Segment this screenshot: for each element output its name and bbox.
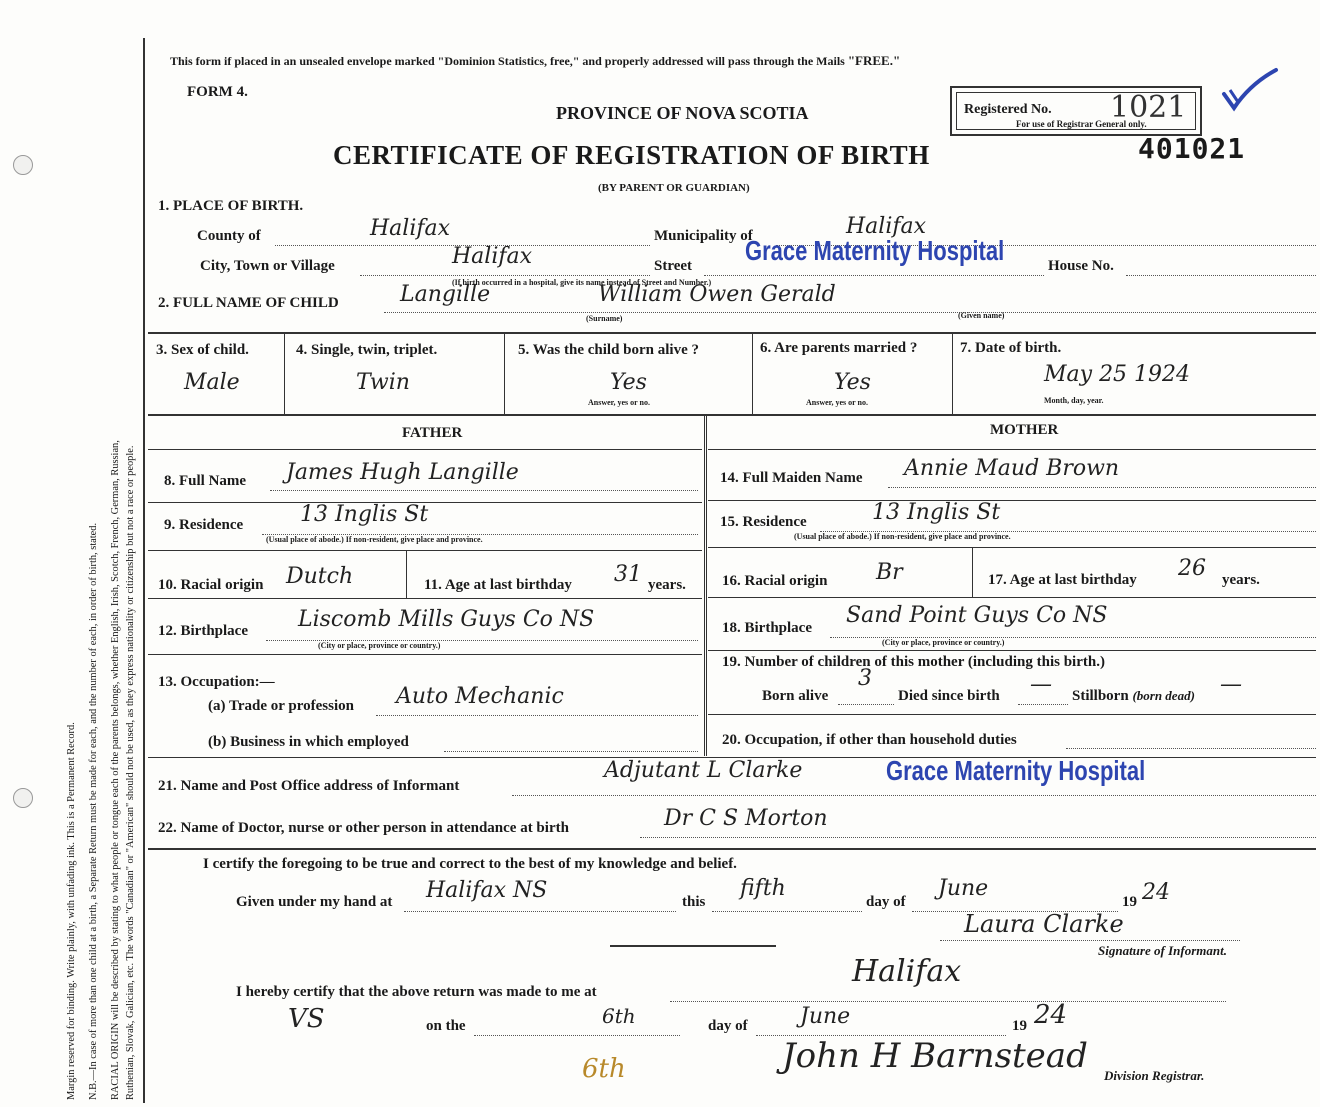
- side-note-4: Ruthenian, Slovak, Galician, etc. The words "Canadian" or "American" should not be used, as they express nationality or citizenship but not a race or people.: [125, 445, 136, 1100]
- mother-residence-note: (Usual place of abode.) If non-resident, give place and province.: [794, 532, 1011, 541]
- father-occupation-label: 13. Occupation:—: [158, 674, 275, 690]
- informant-label: 21. Name and Post Office address of Informant: [158, 778, 460, 794]
- county-value: Halifax: [370, 216, 451, 241]
- father-trade-label: (a) Trade or profession: [208, 698, 354, 714]
- place-heading: 1. PLACE OF BIRTH.: [158, 198, 304, 214]
- sex-value: Male: [184, 370, 240, 395]
- registrar-day-value: 6th: [602, 1004, 636, 1028]
- child-given-name: William Owen Gerald: [598, 282, 836, 307]
- registered-box: [950, 86, 1202, 136]
- registered-label: Registered No.: [964, 102, 1052, 117]
- binding-hole-bottom: [13, 788, 33, 808]
- died-label: Died since birth: [898, 688, 1000, 704]
- child-surname: Langille: [400, 282, 491, 307]
- plurality-value: Twin: [356, 370, 410, 395]
- father-race-label: 10. Racial origin: [158, 577, 264, 593]
- certify-day-value: fifth: [740, 876, 786, 901]
- mother-children-label: 19. Number of children of this mother (including this birth.): [722, 654, 1105, 670]
- mail-notice: [170, 53, 900, 69]
- mother-years: years.: [1222, 572, 1260, 588]
- dob-label: 7. Date of birth.: [960, 340, 1062, 356]
- mother-heading: MOTHER: [990, 422, 1059, 438]
- mother-age-value: 26: [1178, 556, 1206, 581]
- county-label: County of: [197, 228, 261, 244]
- registrar-month-value: June: [800, 1004, 851, 1029]
- side-note-3: RACIAL ORIGIN will be described by stating to what people or tongue each of the parents belongs, whether English, Irish, Scotch, French, German, Russian,: [110, 440, 121, 1100]
- city-value: Halifax: [452, 244, 533, 269]
- mother-occupation-label: 20. Occupation, if other than household duties: [722, 732, 1017, 748]
- stillborn-label: [1072, 688, 1195, 705]
- registrar-on-the: on the: [426, 1018, 466, 1034]
- page-title: CERTIFICATE OF REGISTRATION OF BIRTH: [333, 140, 930, 170]
- registrar-pencil-note: 6th: [582, 1054, 626, 1084]
- mother-birthplace-label: 18. Birthplace: [722, 620, 812, 636]
- binding-hole-top: [13, 155, 33, 175]
- certify-day-of: day of: [866, 894, 906, 910]
- municipality-value: Halifax: [846, 214, 927, 239]
- father-name-label: 8. Full Name: [164, 473, 247, 489]
- born-alive-value: 3: [858, 666, 872, 691]
- side-note-2: N.B.—In case of more than one child at a birth, a Separate Return must be made for each, and the number of each, in order of birth, stated.: [88, 522, 99, 1100]
- mother-age-label: 17. Age at last birthday: [988, 572, 1137, 588]
- margin-line: [143, 38, 145, 1103]
- father-birthplace-note: (City or place, province or country.): [318, 641, 441, 650]
- stillborn-text: Stillborn: [1072, 688, 1129, 704]
- informant-value: Adjutant L Clarke: [604, 758, 803, 783]
- mother-residence-value: 13 Inglis St: [872, 500, 1001, 525]
- certify-this: this: [682, 894, 706, 910]
- alive-label: 5. Was the child born alive ?: [518, 342, 699, 358]
- given-name-note: (Given name): [958, 311, 1005, 320]
- married-value: Yes: [834, 370, 871, 395]
- registrar-prefix-value: VS: [288, 1004, 325, 1034]
- registrar-year-value: 24: [1034, 1000, 1068, 1030]
- plurality-label: 4. Single, twin, triplet.: [296, 342, 438, 358]
- informant-stamp: Grace Maternity Hospital: [886, 754, 1146, 786]
- city-label: City, Town or Village: [200, 258, 335, 274]
- street-note: (If birth occurred in a hospital, give its name instead of Street and Number.): [452, 278, 712, 287]
- born-alive-label: Born alive: [762, 688, 829, 704]
- sex-label: 3. Sex of child.: [156, 342, 249, 358]
- registration-stamp: 401021: [1138, 132, 1246, 165]
- alive-note: Answer, yes or no.: [588, 398, 651, 407]
- registered-number: 1021: [1110, 90, 1187, 125]
- father-residence-label: 9. Residence: [164, 517, 244, 533]
- mother-name-value: Annie Maud Brown: [904, 456, 1120, 481]
- registered-note: For use of Registrar General only.: [1016, 119, 1147, 129]
- mother-birthplace-value: Sand Point Guys Co NS: [846, 603, 1108, 628]
- died-value: —: [1030, 672, 1052, 697]
- dob-value: May 25 1924: [1044, 362, 1191, 387]
- registrar-label: Division Registrar.: [1104, 1068, 1205, 1083]
- given-under-label: Given under my hand at: [236, 894, 393, 910]
- father-residence-value: 13 Inglis St: [300, 502, 429, 527]
- alive-value: Yes: [610, 370, 647, 395]
- mother-race-label: 16. Racial origin: [722, 573, 828, 589]
- mail-notice-text: This form if placed in an unsealed envelope marked "Dominion Statistics, free," and properly addressed will pass through the Mails: [170, 54, 845, 68]
- child-name-label: 2. FULL NAME OF CHILD: [158, 295, 339, 311]
- stillborn-note: (born dead): [1132, 688, 1195, 703]
- mail-free: "FREE.": [847, 53, 901, 68]
- given-place-value: Halifax NS: [426, 878, 548, 903]
- informant-signature-label: Signature of Informant.: [1098, 943, 1227, 958]
- certify-statement: I certify the foregoing to be true and correct to the best of my knowledge and belief.: [203, 856, 737, 872]
- father-birthplace-value: Liscomb Mills Guys Co NS: [298, 607, 595, 632]
- mother-residence-label: 15. Residence: [720, 514, 807, 530]
- doctor-label: 22. Name of Doctor, nurse or other person in attendance at birth: [158, 820, 569, 836]
- father-trade-value: Auto Mechanic: [396, 684, 564, 709]
- father-name-value: James Hugh Langille: [286, 460, 519, 485]
- mother-birthplace-note: (City or place, province or country.): [882, 638, 1005, 647]
- stillborn-value: —: [1220, 672, 1242, 697]
- registrar-year-prefix: 19: [1012, 1018, 1027, 1034]
- informant-signature: Laura Clarke: [964, 910, 1124, 938]
- registrar-place-value: Halifax: [852, 954, 962, 989]
- mother-name-label: 14. Full Maiden Name: [720, 470, 863, 486]
- certify-year-value: 24: [1142, 880, 1170, 905]
- registrar-day-of: day of: [708, 1018, 748, 1034]
- municipality-label: Municipality of: [654, 228, 753, 244]
- married-label: 6. Are parents married ?: [760, 340, 918, 356]
- father-birthplace-label: 12. Birthplace: [158, 623, 248, 639]
- street-label: Street: [654, 258, 693, 274]
- certify-month-value: June: [938, 876, 989, 901]
- father-business-label: (b) Business in which employed: [208, 734, 409, 750]
- married-note: Answer, yes or no.: [806, 398, 869, 407]
- father-years: years.: [648, 577, 686, 593]
- registrar-statement: I hereby certify that the above return was made to me at: [236, 984, 597, 1000]
- mother-race-value: Br: [876, 560, 903, 585]
- form-number: FORM 4.: [187, 84, 248, 100]
- father-age-value: 31: [614, 562, 642, 587]
- side-note-1: Margin reserved for binding. Write plainly, with unfading ink. This is a Permanent Record.: [66, 722, 77, 1100]
- father-age-label: 11. Age at last birthday: [424, 577, 572, 593]
- house-label: House No.: [1048, 258, 1114, 274]
- certify-year-prefix: 19: [1122, 894, 1137, 910]
- street-stamp: Grace Maternity Hospital: [745, 234, 1005, 266]
- page-subtitle: (BY PARENT OR GUARDIAN): [598, 182, 750, 194]
- father-race-value: Dutch: [286, 564, 354, 589]
- father-heading: FATHER: [402, 425, 463, 441]
- province-heading: PROVINCE OF NOVA SCOTIA: [556, 103, 809, 123]
- check-mark-icon: [1220, 66, 1280, 116]
- surname-note: (Surname): [586, 314, 623, 323]
- registrar-signature: John H Barnstead: [782, 1036, 1088, 1076]
- father-residence-note: (Usual place of abode.) If non-resident, give place and province.: [266, 535, 483, 544]
- doctor-value: Dr C S Morton: [664, 806, 828, 831]
- dob-note: Month, day, year.: [1044, 396, 1104, 405]
